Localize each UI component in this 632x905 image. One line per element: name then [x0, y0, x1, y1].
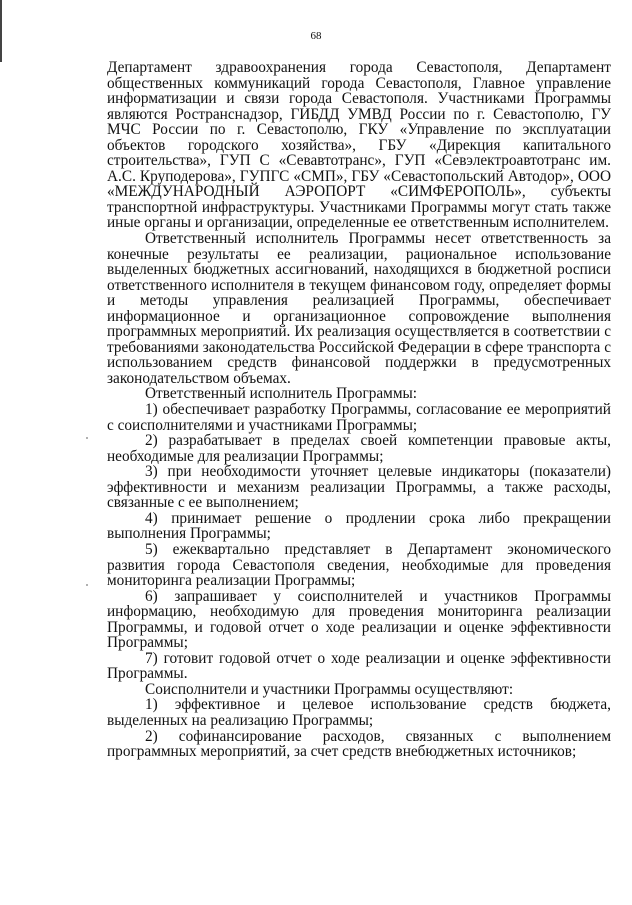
document-body	[107, 60, 611, 760]
page-number: 68	[310, 30, 322, 42]
paragraph: Ответственный исполнитель Программы:	[145, 385, 418, 403]
paragraph: 1) обеспечивает разработку Программы, согласование ее мероприятий с соисполнителями и участниками Программы;	[107, 401, 611, 434]
paragraph: 4) принимает решение о продлении срока либо прекращении выполнения Программы;	[107, 509, 611, 543]
paragraph: 3) при необходимости уточняет целевые индикаторы (показатели) эффективности и механизм реализации Программы, а также расходы, связанные с ее выполнением;	[107, 463, 611, 512]
scan-speck	[86, 437, 88, 439]
paragraph: 5) ежеквартально представляет в Департамент экономического развития города Севастополя сведения, необходимые для проведения мониторинга реализации Программы;	[107, 540, 611, 590]
paragraph: Департамент здравоохранения города Севастополя, Департамент общественных коммуникаций города Севастополя, Главное управление информатизации и связи города Севастополя. Участниками Программы являются Ространснадзор, ГИБДД УМВД России по г. Севастополю, ГУ МЧС России по г. Севастополю, ГКУ «Управление по эксплуатации объектов городского хозяйства», ГБУ «Дирекция капитального строительства», ГУП С «Севавтотранс», ГУП «Севэлектроавтотранс им. А.С. Круподерова», ГУПГС «СМП», ГБУ «Севастопольский Автодор», ООО «МЕЖДУНАРОДНЫЙ АЭРОПОРТ «СИМФЕРОПОЛЬ», субъекты транспортной инфраструктуры. Участниками Программы могут стать также иные органы и организации, определенные ее ответственным исполнителем.	[107, 59, 611, 232]
paragraph: 2) разрабатывает в пределах своей компетенции правовые акты, необходимые для реализации Программы;	[107, 432, 611, 465]
paragraph: 6) запрашивает у соисполнителей и участников Программы информацию, необходимую для проведения мониторинга реализации Программы, и годовой отчет о ходе реализации и оценке эффективности Программы;	[107, 587, 611, 652]
paragraph: 7) готовит годовой отчет о ходе реализации и оценке эффективности Программы.	[107, 649, 611, 683]
paragraph: 2) софинансирование расходов, связанных с выполнением программных мероприятий, за счет средств внебюджетных источников;	[107, 727, 611, 761]
paragraph: 1) эффективное и целевое использование средств бюджета, выделенных на реализацию Программы;	[107, 696, 611, 729]
scan-speck	[86, 584, 88, 586]
paragraph: Ответственный исполнитель Программы несет ответственность за конечные результаты ее реализации, рациональное использование выделенных бюджетных ассигнований, находящихся в бюджетной росписи ответственного исполнителя в текущем финансовом году, определяет формы и методы управления реализацией Программы, обеспечивает информационное и организационное сопровождение выполнения программных мероприятий. Их реализация осуществляется в соответствии с требованиями законодательства Российской Федерации в сфере транспорта с использованием средств финансовой поддержки в предусмотренных законодательством объемах.	[107, 230, 611, 387]
paragraph: Соисполнители и участники Программы осуществляют:	[145, 680, 514, 698]
